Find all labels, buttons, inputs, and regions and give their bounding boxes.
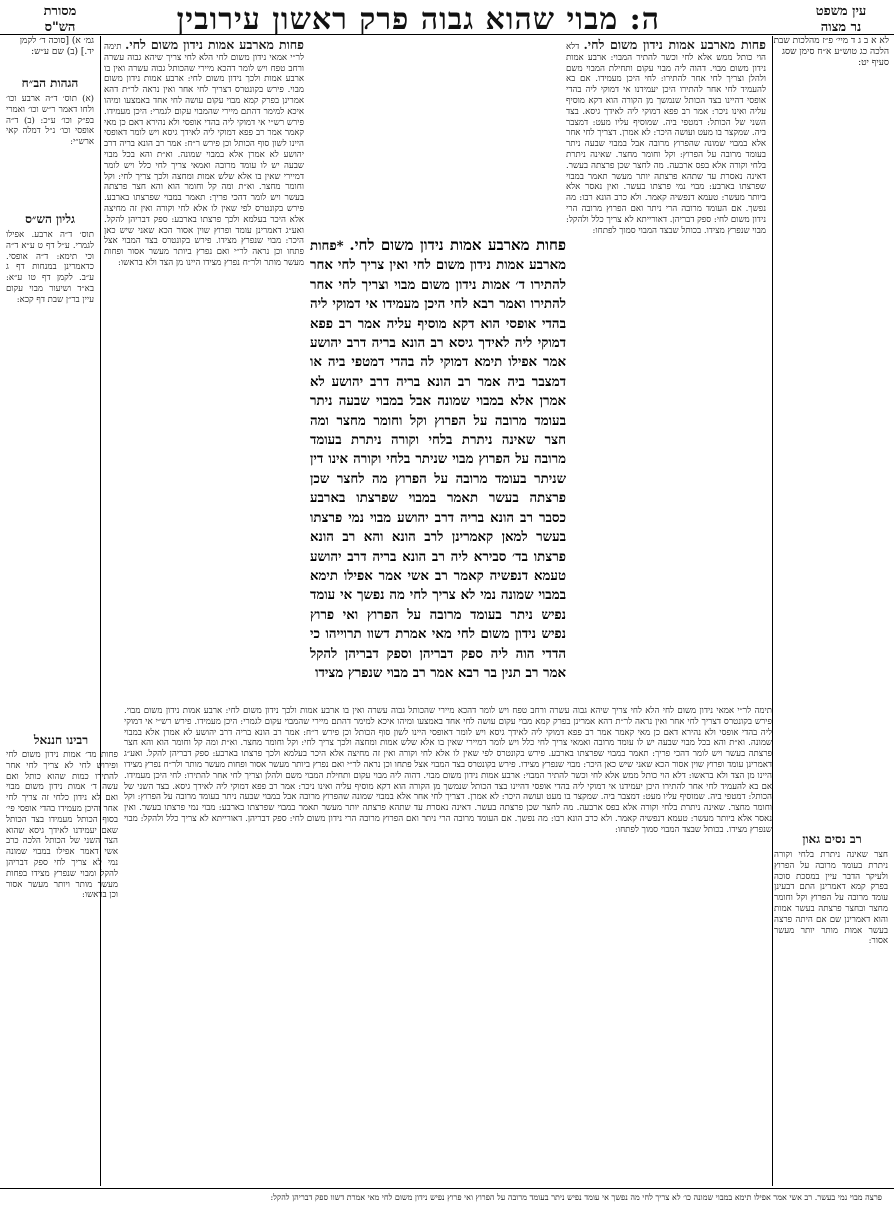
mesoret-text: גמ׳ א) [סוכה ד׳ לקמן יד.] (ב) שם ע״ש: <box>19 36 94 57</box>
rashi-commentary <box>566 37 766 700</box>
ner-mitzvah-label: נר מצוה <box>820 20 862 35</box>
rabbenu-chananel-title: רבינו חננאל <box>33 733 89 747</box>
header-rule <box>0 34 894 35</box>
ein-mishpat-text: לא א ב ג ד מיי׳ פ״ז מהלכות שבת הלכה כג טוש״ע א״ח סימן שסג סעיף יט: <box>773 36 889 68</box>
hagahot-text: (א) תוס׳ ד״ה ארבע וכו׳ ולחו דאמר ר״ש וכו׳ ואמרי בפ״ק וכו׳ ע״כ: (ב) ד״ה אופסי וכו׳ נ״ל דמלה קאי ארש״י: <box>6 94 94 148</box>
rashi-text: דלא הוי כותל ממש אלא לחי וכשר להתיר המבוי: ארבע אמות נידון משום מבוי. דהוה ליה מבוי עקום ותחילת המבוי משם ולהלן וצריך לחי אחר להתירו: לחי היכן מעמידו. אם בא להעמיד לחי אחר להתירו היכן יעמידנו אי דמוקי ליה בהדי אופסי דהיינו בצד הכותל שנמשך מן הקורה הוא דקא מוסיף עליה ואינו ניכר: אמר רב פפא דמוקי ליה לאידך גיסא. בצד השני של הכותל: דמטפי ביה. שמוסיף עליו מעט: דמצבר ביה. שמקצר בו מעט ועושה היכר: לא אמרן. דצריך לחי אחר אלא במבוי שמונה שהפרוץ מרובה אבל במבוי שבעה ניתר בעומד מרובה על הפרוץ: וקל וחומר מחצר. שאינה ניתרת בלחי וקורה אלא בפס ארבעה. מה לחצר שכן פרצתה בעשר. דאינה נאסרת עד שתהא פרצתה יותר מעשר תאמר במבוי שפרצתו בארבע: מבוי נמי פרצתו בעשר. ואין נאסר אלא ביותר מעשר: טעמא דנפשיה קאמר. ולא כרב הונא רבו: מה נפשך. אם העומד מרובה הרי ניתר ואם הפרוץ מרובה הרי נידון משום לחי: ספק דבריהן. דאורייתא לא צריך כלל ולהקל: מבוי שנפרץ מצידו. בכותל שבצד המבוי סמוך לפתחו: <box>566 42 766 236</box>
tosafot-continuation: תימה לר״י אמאי נידון משום לחי הלא לחי צריך שיהא גבוה עשרה ורחב טפח ויש לומר דהכא מיירי שהכותל גבוה עשרה ואין בו ארבע אמות ולכך נידון משום לחי: ארבע אמות נידון משום מבוי. פירש בקונטרס דצריך לחי אחר ואין נראה לר״ת דהא אמרינן בפרק קמא מבוי עקום עושה לחי אחד באמצעו ומיהו איכא למימר דהתם מיירי שהמבוי עקום לגמרי: היכן מעמידו. פירש רש״י אי דמוקי ליה בהדי אופסי ולא נהירא דאם כן מאי קאמר אמר רב פפא דמוקי ליה לאידך גיסא ויש לומר דאופסי היינו לשון סוף הכותל וכן פירש ר״ח: אמר רב הונא בריה דרב יהושע לא אמרן אלא במבוי שמונה. וא״ת והא בכל מבוי שבעה יש לו עומד מרובה ואמאי צריך לחי כלל ויש לומר דמיירי שאין בו אלא שלש אמות ומחצה ולכך צריך לחי: וקל וחומר מחצר. וא״ת ומה קל וחומר הוא והא חצר פרצתה בעשר ויש לומר דהכי פריך: תאמר במבוי שפרצתו בארבע. פירש בקונטרס לפי שאין לו אלא לחי וקורה ואין זה מחיצה אלא היכר בעלמא ולכך פרצתו בארבע: ספק דבריהן להקל. ואע״ג דאמרינן עומד ופרוץ שוין אסור הכא שאני שיש כאן היכר: מבוי שנפרץ מצידו. פירש בקונטרס בצד המבוי אצל פתחו וכן נראה לר״י ואם נפרץ ביותר מעשר אסור ופחות מעשר מותר ולר״ח נפרץ מצידו היינו מן הצד ולא בראשו: <box>124 706 773 781</box>
gemara-opening-words: פחות מארבע אמות נידון משום לחי. <box>349 236 566 254</box>
tosafot-dibbur-hamatchil: פחות מארבע אמות נידון משום לחי. <box>124 37 304 52</box>
right-margin-divider <box>772 36 773 1186</box>
gilyon-text: תוס׳ ד״ה ארבע. אפילו לגמרי. ע״ל דף ט ע״א ד״ה וכי תימא: ד״ה אופסי. כדאמרינן במנחות דף ג ע״ב. לקמן דף טו ע״א: בא״ד ושיעור מבוי עקום עיין בר״ן שבת דף קכא: <box>6 230 94 305</box>
gilyon-title: גליון הש״ס <box>25 212 75 226</box>
rabbenu-chananel-text: פחות מד׳ אמות נידון משום לחי ופירוש לחי לא צריך לחי אחר להתירו כמות שהוא כותל ואם עשה ד׳ אמות נידון משום מבוי ואם לא נידון כלחי זה צריך לחי אחר והיכן מעמידו בהדי אופסי פי׳ בסוף הכותל מעמידו בצד הכותל שאם יעמידנו לאידך גיסא שהוא הצד השני של הכותל הלכה כרב אשי דאמר אפילו במבוי שמונה נמי לא צריך לחי ספק דבריהן להקל ומבוי שנפרץ מצידו בפחות מעשר מותר ויותר מעשר אסור וכן בראשו: <box>6 750 118 901</box>
rashi-continuation: דלא הוי כותל ממש אלא לחי וכשר להתיר המבוי: ארבע אמות נידון משום מבוי. דהוה ליה מבוי עקום ותחילת המבוי משם ולהלן וצריך לחי אחר להתירו: לחי היכן מעמידו. אם בא להעמיד לחי אחר להתירו היכן יעמידנו אי דמוקי ליה בהדי אופסי דהיינו בצד הכותל שנמשך מן הקורה הוא דקא מוסיף עליה ואינו ניכר: אמר רב פפא דמוקי ליה לאידך גיסא. בצד השני של הכותל: דמטפי ביה. שמוסיף עליו מעט: דמצבר ביה. שמקצר בו מעט ועושה היכר: לא אמרן. דצריך לחי אחר אלא במבוי שמונה שהפרוץ מרובה אבל במבוי שבעה ניתר בעומד מרובה על הפרוץ: וקל וחומר מחצר. שאינה ניתרת בלחי וקורה אלא בפס ארבעה. מה לחצר שכן פרצתה בעשר. דאינה נאסרת עד שתהא פרצתה יותר מעשר תאמר במבוי שפרצתו בארבע: מבוי נמי פרצתו בעשר. ואין נאסר אלא ביותר מעשר: טעמא דנפשיה קאמר. ולא כרב הונא רבו: מה נפשך. אם העומד מרובה הרי ניתר ואם הפרוץ מרובה הרי נידון משום לחי: ספק דבריהן. דאורייתא לא צריך כלל ולהקל: מבוי שנפרץ מצידו. בכותל שבצד המבוי סמוך לפתחו: <box>124 770 772 835</box>
page-title: ה: מבוי שהוא גבוה פרק ראשון עירובין <box>176 2 660 37</box>
footer-rule <box>0 1188 894 1189</box>
page-footer: פרצה מבוי נמי בעשר. רב אשי אמר אפילו תימא במבוי שמונה כו׳ לא צריך לחי מה נפשך אי עומד נפיש ניתר בעומד מרובה על הפרוץ ואי פרוץ נפיש נידון משום לחי מאי אמרת דשוו ספק דבריהן להקל: <box>270 1193 882 1202</box>
rav-nissim-title: רב נסים גאון <box>802 832 862 846</box>
gemara-text <box>310 236 566 681</box>
hagahot-title: הגהות הב״ח <box>21 76 79 90</box>
tosafot-text: תימה לר״י אמאי נידון משום לחי הלא לחי צריך שיהא גבוה עשרה ורחב טפח ויש לומר דהכא מיירי שהכותל גבוה עשרה ואין בו ארבע אמות ולכך נידון משום לחי: ארבע אמות נידון משום מבוי. פירש בקונטרס דצריך לחי אחר ואין נראה לר״ת דהא אמרינן בפרק קמא מבוי עקום עושה לחי אחד באמצעו ומיהו איכא למימר דהתם מיירי שהמבוי עקום לגמרי: היכן מעמידו. פירש רש״י אי דמוקי ליה בהדי אופסי ולא נהירא דאם כן מאי קאמר אמר רב פפא דמוקי ליה לאידך גיסא ויש לומר דאופסי היינו לשון סוף הכותל וכן פירש ר״ח: אמר רב הונא בריה דרב יהושע לא אמרן אלא במבוי שמונה. וא״ת והא בכל מבוי שבעה יש לו עומד מרובה ואמאי צריך לחי כלל ויש לומר דמיירי שאין בו אלא שלש אמות ומחצה ולכך צריך לחי: וקל וחומר מחצר. וא״ת ומה קל וחומר הוא והא חצר פרצתה בעשר ויש לומר דהכי פריך: תאמר במבוי שפרצתו בארבע. פירש בקונטרס לפי שאין לו אלא לחי וקורה ואין זה מחיצה אלא היכר בעלמא ולכך פרצתו בארבע: ספק דבריהן להקל. ואע״ג דאמרינן עומד ופרוץ שוין אסור הכא שאני שיש כאן היכר: מבוי שנפרץ מצידו. פירש בקונטרס בצד המבוי אצל פתחו וכן נראה לר״י ואם נפרץ ביותר מעשר אסור ופחות מעשר מותר ולר״ח נפרץ מצידו היינו מן הצד ולא בראשו: <box>104 42 304 268</box>
rav-nissim-text: חצר שאינה ניתרת בלחי וקורה ניתרת בעומד מרובה על הפרוץ ולעיקר הדבר עיין במסכת סוכה בפרק קמא דאמרינן התם דבעינן עומד מרובה על הפרוץ וקל וחומר מחצר ובחצר פרצתה בעשר אמות והוא דאמרינן שם אם היתה פרצה בעשר אמות מותר יותר מעשר אסור: <box>774 850 888 947</box>
mesoret-label: מסורת <box>43 4 77 19</box>
ein-mishpat-label: עין משפט <box>815 4 867 19</box>
gemara-body: *פחות מארבע אמות נידון משום לחי ואין צריך לחי אחר להתירו ד׳ אמות נידון משום מבוי וצריך לחי אחר להתירו ואמר רבא לחי היכן מעמידו אי דמוקי ליה בהדי אופסי הוא דקא מוסיף עליה אמר רב פפא דמוקי ליה לאידך גיסא רב הונא בריה דרב יהושע אמר אפילו תימא דמוקי לה בהדי דמטפי ביה או דמצבר ביה אמר רב הונא בריה דרב יהושע לא אמרן אלא במבוי שמונה אבל במבוי שבעה ניתר בעומד מרובה על הפרוץ וקל וחומר מחצר ומה חצר שאינה ניתרת בלחי וקורה ניתרת בעומד מרובה על הפרוץ מבוי שניתר בלחי וקורה אינו דין שניתר בעומד מרובה על הפרוץ מה לחצר שכן פרצתה בעשר תאמר במבוי שפרצתו בארבע כסבר רב הונא בריה דרב יהושע מבוי נמי פרצתו בעשר למאן קאמרינן לרב הונא והא רב הונא פרצתו בד׳ סבירא ליה רב הונא בריה דרב יהושע טעמא דנפשיה קאמר רב אשי אמר אפילו תימא במבוי שמונה נמי לא צריך לחי מה נפשך אי עומד נפיש ניתר בעומד מרובה על הפרוץ ואי פרוץ נפיש נידון משום לחי מאי אמרת דשוו תרוייהו כי הדדי הוה ליה ספק דבריהן וספק דבריהן להקל אמר רב תנין בר רבא אמר רב מבוי שנפרץ מצידו <box>310 239 566 681</box>
hashas-label: הש"ס <box>44 20 76 35</box>
rashi-dibbur-hamatchil: פחות מארבע אמות נידון משום לחי. <box>583 37 766 52</box>
tosafot-commentary <box>104 37 304 700</box>
left-margin-divider <box>100 36 101 1186</box>
commentary-continuation <box>124 706 772 1186</box>
